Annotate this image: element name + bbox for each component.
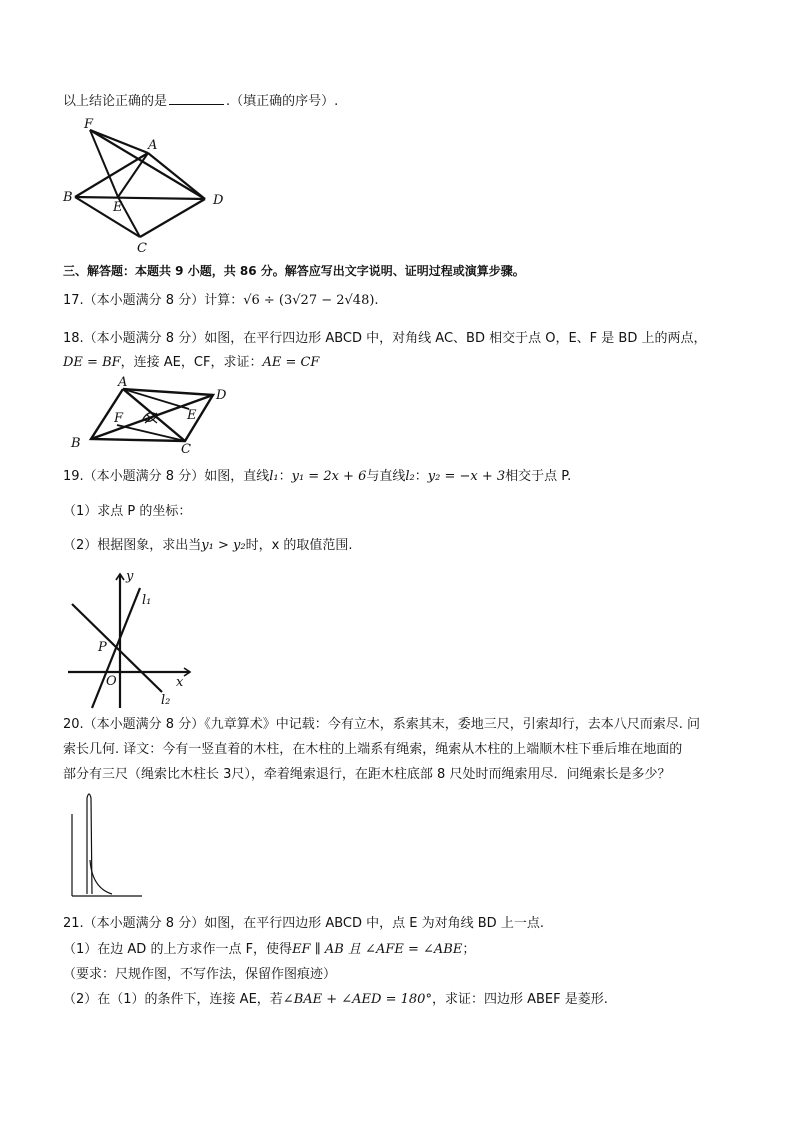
q19-part2-text-a: （2）根据图象，求出当	[63, 538, 202, 553]
label-B: B	[63, 190, 73, 205]
question-20-line1: 20.（本小题满分 8 分）《九章算术》中记载：今有立木，系索其末，委地三尺，引索却行，去本八尺而索尽. 问	[63, 717, 700, 732]
q19-part2-math: y₁ > y₂	[201, 538, 246, 553]
question-20-line3: 部分有三尺（绳索比木柱长 3尺），牵着绳索退行，在距木柱底部 8 尺处时而绳索用尽．问绳索长是多少？	[63, 767, 671, 782]
pole	[87, 794, 92, 894]
label-F: F	[84, 117, 94, 132]
q19-eq1: y₁ = 2x + 6	[291, 469, 367, 484]
question-21-line1: 21.（本小题满分 8 分）如图，在平行四边形 ABCD 中，点 E 为对角线 BD 上一点.	[63, 916, 544, 931]
figure-q18	[65, 375, 240, 455]
question-18-line2	[63, 354, 319, 372]
answer-blank	[169, 92, 224, 105]
question-18-line1: 18.（本小题满分 8 分）如图，在平行四边形 ABCD 中，对角线 AC、BD 相交于点 O，E、F 是 BD 上的两点，	[63, 331, 707, 346]
rope	[90, 860, 112, 894]
question-19-part1: （1）求点 P 的坐标：	[63, 504, 192, 519]
q19-text-c: 与直线	[366, 469, 406, 484]
q18-math-de-bf: DE = BF	[63, 355, 121, 370]
question-20-line2: 索长几何. 译文：今有一竖直着的木柱，在木柱的上端系有绳索，绳索从木柱的上端顺木柱下垂后堆在地面的	[63, 742, 683, 757]
question-21-line2	[63, 941, 475, 959]
q19-l1: l₁	[269, 469, 279, 484]
label-O: O	[106, 674, 117, 689]
section-heading: 三、解答题：本题共 9 小题，共 86 分。解答应写出文字说明、证明过程或演算步骤。	[63, 264, 525, 278]
seg-CD	[140, 199, 205, 237]
label-F: F	[114, 411, 124, 426]
q21-text-b: ；	[462, 942, 476, 957]
label-x: x	[176, 675, 184, 690]
q19-text-b: ：	[278, 469, 292, 484]
label-D: D	[213, 193, 224, 208]
seg-BA	[75, 153, 148, 197]
label-E: E	[187, 408, 197, 423]
q19-text-d: ：	[414, 469, 428, 484]
figure-q20	[68, 790, 148, 902]
question-21-line3: （要求：尺规作图，不写作法，保留作图痕迹）	[63, 967, 337, 982]
q19-eq2: y₂ = −x + 3	[427, 469, 506, 484]
q19-text-a: 19.（本小题满分 8 分）如图，直线	[63, 469, 270, 484]
q21-part2-math: ∠BAE + ∠AED = 180°	[282, 992, 432, 1007]
label-E: E	[113, 200, 123, 215]
label-l1: l₁	[142, 593, 152, 608]
q18-text: ，连接 AE，CF，求证：	[120, 355, 263, 370]
question-21-line4	[63, 991, 608, 1009]
question-19-line1	[63, 468, 571, 486]
q21-part2-text-a: （2）在（1）的条件下，连接 AE，若	[63, 992, 283, 1007]
q19-l2: l₂	[405, 469, 415, 484]
q21-part2-text-b: ，求证：四边形 ABEF 是菱形.	[431, 992, 608, 1007]
prev-question-text: 以上结论正确的是	[63, 94, 168, 109]
seg-BD	[75, 197, 205, 199]
figure-q16	[60, 115, 240, 255]
prev-question-suffix: .（填正确的序号）.	[226, 94, 339, 109]
label-A: A	[118, 375, 128, 390]
seg-AD	[148, 153, 205, 199]
q21-text-a: （1）在边 AD 的上方求作一点 F，使得	[63, 942, 293, 957]
q21-math-condition: EF ∥ AB 且 ∠AFE = ∠ABE	[292, 942, 463, 957]
question-17	[63, 292, 379, 310]
label-l2: l₂	[161, 693, 171, 708]
seg-AE	[118, 153, 148, 197]
q17-text: 17.（本小题满分 8 分）计算：	[63, 293, 244, 308]
label-C: C	[181, 442, 191, 457]
q17-expression: √6 ÷ (3√27 − 2√48).	[243, 293, 379, 308]
q19-part2-text-b: 时，x 的取值范围.	[245, 538, 353, 553]
label-D: D	[216, 388, 227, 403]
line-l2	[72, 604, 162, 692]
scribble-center	[143, 413, 157, 423]
label-B: B	[71, 436, 81, 451]
q18-math-ae-cf: AE = CF	[262, 355, 320, 370]
seg-BC	[75, 197, 140, 237]
label-P: P	[98, 640, 107, 655]
prev-question-tail	[63, 92, 338, 111]
label-y: y	[126, 569, 134, 584]
question-19-part2	[63, 537, 353, 555]
figure-q19	[62, 566, 202, 711]
label-C: C	[137, 241, 147, 256]
label-A: A	[148, 138, 158, 153]
q19-text-e: 相交于点 P.	[505, 469, 572, 484]
